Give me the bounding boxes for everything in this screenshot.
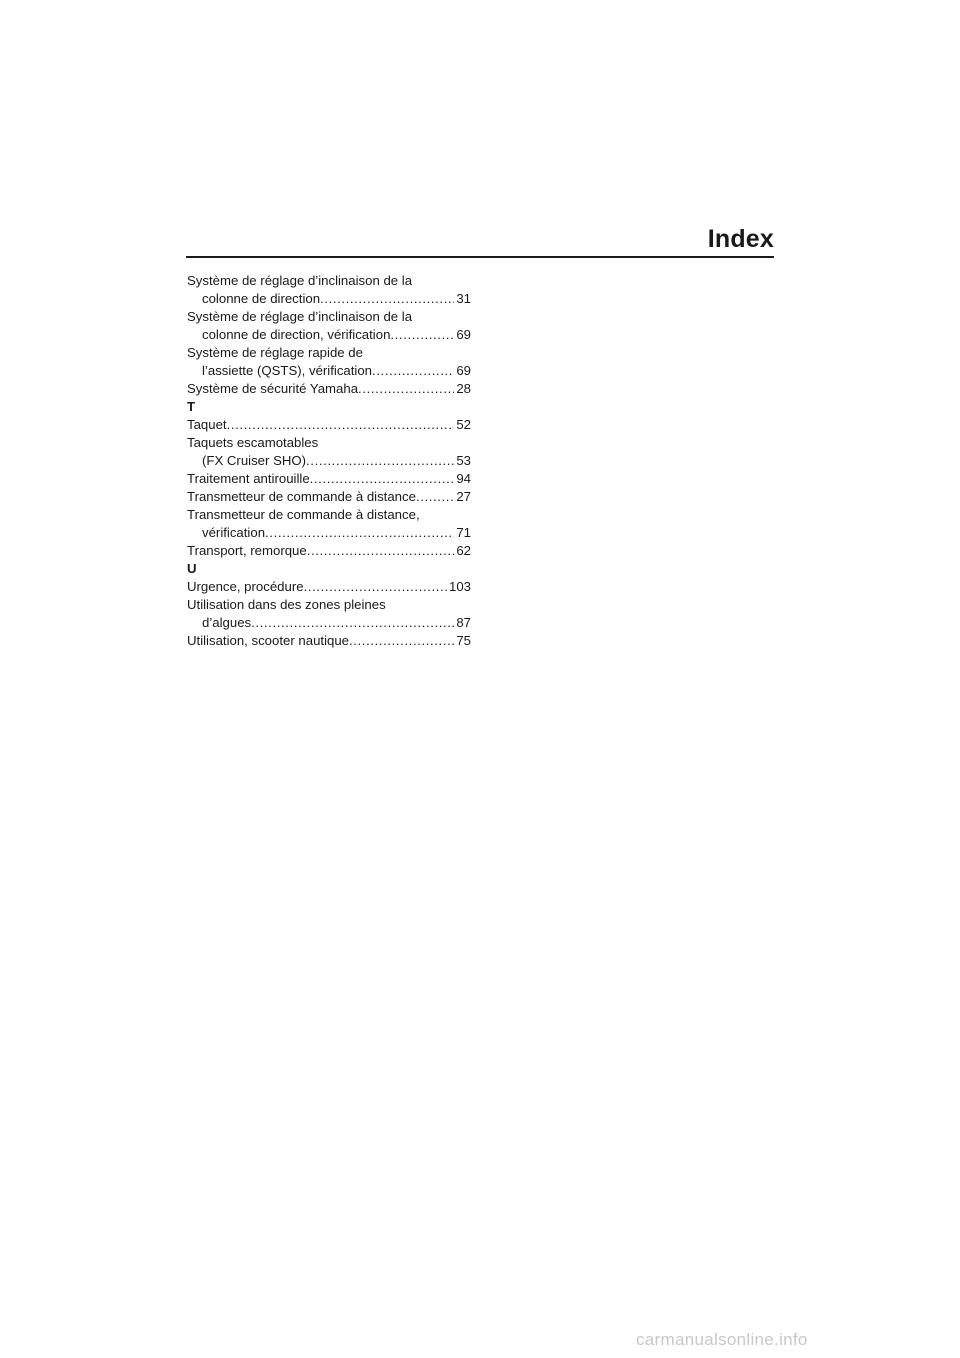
dot-leader: [307, 542, 455, 560]
page-number: 27: [456, 489, 471, 504]
page-number: 87: [456, 615, 471, 630]
index-entry-line: [187, 524, 471, 542]
index-list: [187, 272, 471, 650]
index-entry-text: [187, 596, 471, 614]
index-entry-label: (FX Cruiser SHO): [202, 453, 307, 468]
index-entry-line: [187, 632, 471, 650]
index-entry-label: Taquet: [187, 417, 227, 432]
index-entry-label: Transmetteur de commande à distance: [187, 489, 416, 504]
dot-leader: [320, 290, 454, 308]
index-entry-text: [187, 272, 471, 290]
page-number: 31: [456, 291, 471, 306]
index-entry-text: [187, 434, 471, 452]
index-entry-line: [187, 488, 471, 506]
index-entry-line: [187, 452, 471, 470]
section-letter-u: U: [187, 561, 197, 576]
index-entry-line: [187, 362, 471, 380]
dot-leader: [265, 524, 454, 542]
index-entry-line: [187, 326, 471, 344]
index-entry-label: l’assiette (QSTS), vérification: [202, 363, 373, 378]
page-number: 52: [456, 417, 471, 432]
page-number: 62: [456, 543, 471, 558]
index-entry-label: colonne de direction: [202, 291, 321, 306]
index-entry-label: vérification: [202, 525, 266, 540]
index-entry-line: [187, 416, 471, 434]
dot-leader: [310, 470, 455, 488]
page-number: 69: [456, 327, 471, 342]
index-entry-line: [187, 614, 471, 632]
index-entry-line: [187, 470, 471, 488]
page-title: Index: [707, 225, 774, 253]
index-entry-label: Traitement antirouille: [187, 471, 310, 486]
index-entry-text: [187, 506, 471, 524]
dot-leader: [304, 578, 447, 596]
index-entry-text: [187, 344, 471, 362]
index-entry-label: colonne de direction, vérification: [202, 327, 391, 342]
dot-leader: [416, 488, 454, 506]
index-entry-label: Utilisation, scooter nautique: [187, 633, 350, 648]
index-entry-label: d’algues: [202, 615, 252, 630]
dot-leader: [227, 416, 455, 434]
index-entry-label: Transport, remorque: [187, 543, 307, 558]
index-entry-label: Système de réglage d’inclinaison de la: [187, 309, 413, 324]
page-header: [186, 222, 774, 258]
page-number: 28: [456, 381, 471, 396]
index-entry-label: Transmetteur de commande à distance,: [187, 507, 420, 522]
dot-leader: [306, 452, 454, 470]
index-entry-label: Taquets escamotables: [187, 435, 319, 450]
dot-leader: [390, 326, 454, 344]
dot-leader: [349, 632, 454, 650]
dot-leader: [372, 362, 454, 380]
index-entry-label: Urgence, procédure: [187, 579, 304, 594]
dot-leader: [358, 380, 454, 398]
index-entry-label: Système de réglage rapide de: [187, 345, 363, 360]
page-number: 103: [448, 579, 471, 594]
index-entry-label: Utilisation dans des zones pleines: [187, 597, 386, 612]
page-number: 71: [456, 525, 471, 540]
watermark: carmanualsonline.info: [636, 1330, 808, 1349]
page-number: 75: [456, 633, 471, 648]
section-letter-t: T: [187, 399, 196, 414]
page-number: 53: [456, 453, 471, 468]
page-number: 94: [456, 471, 471, 486]
index-entry-line: [187, 542, 471, 560]
page-number: 69: [456, 363, 471, 378]
dot-leader: [251, 614, 454, 632]
index-entry-line: [187, 578, 471, 596]
index-entry-label: Système de sécurité Yamaha: [187, 381, 359, 396]
index-entry-line: [187, 290, 471, 308]
index-entry-line: [187, 380, 471, 398]
index-entry-label: Système de réglage d’inclinaison de la: [187, 273, 413, 288]
index-entry-text: [187, 308, 471, 326]
